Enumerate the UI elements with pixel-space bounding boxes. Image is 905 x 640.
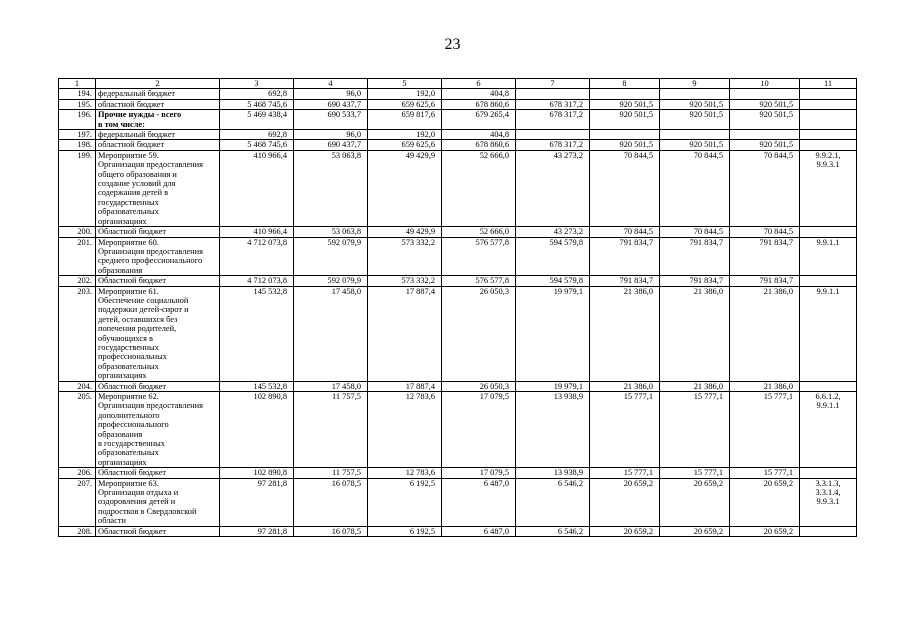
amount-cell: 17 079,5 — [442, 468, 516, 478]
amount-cell — [730, 130, 800, 140]
amount-cell: 659 625,6 — [368, 140, 442, 150]
row-description: Мероприятие 60. Организация предоставления среднего профессионального образования — [96, 237, 220, 276]
amount-cell — [590, 89, 660, 99]
amount-cell: 17 079,5 — [442, 392, 516, 468]
amount-cell: 920 501,5 — [590, 110, 660, 130]
amount-cell: 404,8 — [442, 89, 516, 99]
amount-cell: 16 078,5 — [294, 478, 368, 526]
amount-cell: 791 834,7 — [590, 276, 660, 286]
amount-cell — [660, 130, 730, 140]
row-description: Областной бюджет — [96, 468, 220, 478]
column-header: 9 — [660, 79, 730, 89]
column-header: 2 — [96, 79, 220, 89]
target-indicator-cell — [800, 130, 857, 140]
target-indicator-cell — [800, 89, 857, 99]
amount-cell: 410 966,4 — [220, 150, 294, 226]
amount-cell: 6 546,2 — [516, 478, 590, 526]
amount-cell: 145 532,8 — [220, 381, 294, 391]
amount-cell: 53 063,8 — [294, 227, 368, 237]
amount-cell: 678 317,2 — [516, 140, 590, 150]
row-description: Областной бюджет — [96, 276, 220, 286]
table-row — [59, 478, 857, 526]
row-number: 205. — [59, 392, 96, 468]
amount-cell: 21 386,0 — [590, 381, 660, 391]
column-header: 11 — [800, 79, 857, 89]
amount-cell: 15 777,1 — [660, 392, 730, 468]
row-number: 200. — [59, 227, 96, 237]
amount-cell: 920 501,5 — [730, 99, 800, 109]
amount-cell: 920 501,5 — [590, 140, 660, 150]
amount-cell — [660, 89, 730, 99]
amount-cell: 6 487,0 — [442, 478, 516, 526]
amount-cell: 70 844,5 — [660, 150, 730, 226]
table-row — [59, 276, 857, 286]
column-header: 1 — [59, 79, 96, 89]
amount-cell: 96,0 — [294, 89, 368, 99]
amount-cell: 920 501,5 — [730, 110, 800, 130]
amount-cell: 15 777,1 — [590, 392, 660, 468]
amount-cell: 920 501,5 — [660, 99, 730, 109]
amount-cell: 920 501,5 — [660, 140, 730, 150]
row-number: 203. — [59, 286, 96, 381]
amount-cell: 17 458,0 — [294, 381, 368, 391]
row-number: 204. — [59, 381, 96, 391]
row-number: 194. — [59, 89, 96, 99]
amount-cell: 26 050,3 — [442, 381, 516, 391]
amount-cell: 17 887,4 — [368, 381, 442, 391]
target-indicator-cell: 9.9.1.1 — [800, 286, 857, 381]
amount-cell: 404,8 — [442, 130, 516, 140]
row-description: Мероприятие 61. Обеспечение социальной поддержки детей-сирот и детей, оставшихся без попечения родителей, обучающихся в государственных профессиональных образовательных организациях — [96, 286, 220, 381]
amount-cell: 678 860,6 — [442, 140, 516, 150]
amount-cell: 573 332,2 — [368, 237, 442, 276]
amount-cell: 20 659,2 — [590, 478, 660, 526]
row-description: Мероприятие 62. Организация предоставления дополнительного профессионального образования в государственных образовательных организациях — [96, 392, 220, 468]
column-header: 6 — [442, 79, 516, 89]
amount-cell: 192,0 — [368, 130, 442, 140]
target-indicator-cell — [800, 526, 857, 536]
amount-cell: 6 546,2 — [516, 526, 590, 536]
amount-cell: 70 844,5 — [660, 227, 730, 237]
amount-cell: 5 468 745,6 — [220, 140, 294, 150]
amount-cell: 26 050,3 — [442, 286, 516, 381]
amount-cell: 6 487,0 — [442, 526, 516, 536]
amount-cell: 192,0 — [368, 89, 442, 99]
table-row — [59, 526, 857, 536]
target-indicator-cell — [800, 381, 857, 391]
amount-cell: 21 386,0 — [730, 381, 800, 391]
table-row — [59, 286, 857, 381]
amount-cell: 49 429,9 — [368, 150, 442, 226]
page-number: 23 — [444, 36, 461, 53]
table-row — [59, 110, 857, 130]
target-indicator-cell: 9.9.1.1 — [800, 237, 857, 276]
row-number: 208. — [59, 526, 96, 536]
amount-cell: 17 458,0 — [294, 286, 368, 381]
amount-cell: 576 577,8 — [442, 237, 516, 276]
amount-cell — [516, 130, 590, 140]
amount-cell: 53 063,8 — [294, 150, 368, 226]
row-description: Мероприятие 59. Организация предоставления общего образования и создание условий для содержания детей в государственных образовательных организациях — [96, 150, 220, 226]
amount-cell: 592 079,9 — [294, 237, 368, 276]
amount-cell: 920 501,5 — [660, 110, 730, 130]
amount-cell: 920 501,5 — [590, 99, 660, 109]
amount-cell: 659 625,6 — [368, 99, 442, 109]
row-description: Областной бюджет — [96, 381, 220, 391]
amount-cell: 6 192,5 — [368, 478, 442, 526]
column-header: 4 — [294, 79, 368, 89]
amount-cell: 20 659,2 — [660, 478, 730, 526]
table-row — [59, 468, 857, 478]
amount-cell: 791 834,7 — [660, 276, 730, 286]
table-row — [59, 150, 857, 226]
row-description: федеральный бюджет — [96, 130, 220, 140]
column-header: 5 — [368, 79, 442, 89]
row-description: областной бюджет — [96, 99, 220, 109]
target-indicator-cell: 9.9.2.1, 9.9.3.1 — [800, 150, 857, 226]
amount-cell: 43 273,2 — [516, 227, 590, 237]
amount-cell: 97 281,8 — [220, 526, 294, 536]
amount-cell: 21 386,0 — [730, 286, 800, 381]
amount-cell: 20 659,2 — [730, 478, 800, 526]
amount-cell: 678 317,2 — [516, 110, 590, 130]
table-row — [59, 227, 857, 237]
amount-cell: 12 783,6 — [368, 468, 442, 478]
row-number: 202. — [59, 276, 96, 286]
table-row — [59, 381, 857, 391]
amount-cell: 21 386,0 — [590, 286, 660, 381]
amount-cell: 690 533,7 — [294, 110, 368, 130]
row-description: Областной бюджет — [96, 227, 220, 237]
amount-cell: 594 579,8 — [516, 237, 590, 276]
target-indicator-cell — [800, 276, 857, 286]
column-number-header-row — [59, 79, 857, 89]
amount-cell: 920 501,5 — [730, 140, 800, 150]
amount-cell: 15 777,1 — [730, 468, 800, 478]
amount-cell: 13 938,9 — [516, 392, 590, 468]
amount-cell: 96,0 — [294, 130, 368, 140]
row-number: 207. — [59, 478, 96, 526]
amount-cell: 659 817,6 — [368, 110, 442, 130]
table-row — [59, 140, 857, 150]
amount-cell: 19 979,1 — [516, 286, 590, 381]
target-indicator-cell — [800, 468, 857, 478]
amount-cell: 102 890,8 — [220, 392, 294, 468]
amount-cell: 690 437,7 — [294, 99, 368, 109]
amount-cell: 594 579,8 — [516, 276, 590, 286]
target-indicator-cell: 3.3.1.3, 3.3.1.4, 9.9.3.1 — [800, 478, 857, 526]
row-description: областной бюджет — [96, 140, 220, 150]
column-header: 8 — [590, 79, 660, 89]
amount-cell: 20 659,2 — [590, 526, 660, 536]
amount-cell: 52 666,0 — [442, 227, 516, 237]
amount-cell: 11 757,5 — [294, 468, 368, 478]
amount-cell: 70 844,5 — [730, 150, 800, 226]
table-row — [59, 99, 857, 109]
amount-cell: 791 834,7 — [590, 237, 660, 276]
budget-table-body — [59, 79, 857, 537]
table-row — [59, 130, 857, 140]
amount-cell — [730, 89, 800, 99]
row-description: Мероприятие 63. Организация отдыха и оздоровления детей и подростков в Свердловской области — [96, 478, 220, 526]
amount-cell: 4 712 073,8 — [220, 276, 294, 286]
target-indicator-cell — [800, 110, 857, 130]
amount-cell: 15 777,1 — [730, 392, 800, 468]
table-row — [59, 392, 857, 468]
target-indicator-cell: 6.6.1.2, 9.9.1.1 — [800, 392, 857, 468]
amount-cell: 678 317,2 — [516, 99, 590, 109]
row-description: Областной бюджет — [96, 526, 220, 536]
amount-cell: 15 777,1 — [660, 468, 730, 478]
amount-cell: 70 844,5 — [590, 227, 660, 237]
row-number: 199. — [59, 150, 96, 226]
amount-cell: 678 860,6 — [442, 99, 516, 109]
amount-cell: 11 757,5 — [294, 392, 368, 468]
row-number: 198. — [59, 140, 96, 150]
table-row — [59, 89, 857, 99]
amount-cell: 19 979,1 — [516, 381, 590, 391]
amount-cell: 145 532,8 — [220, 286, 294, 381]
amount-cell: 690 437,7 — [294, 140, 368, 150]
target-indicator-cell — [800, 140, 857, 150]
amount-cell: 12 783,6 — [368, 392, 442, 468]
target-indicator-cell — [800, 99, 857, 109]
amount-cell: 410 966,4 — [220, 227, 294, 237]
amount-cell: 791 834,7 — [730, 276, 800, 286]
row-number: 206. — [59, 468, 96, 478]
amount-cell: 15 777,1 — [590, 468, 660, 478]
amount-cell: 573 332,2 — [368, 276, 442, 286]
row-number: 195. — [59, 99, 96, 109]
amount-cell: 49 429,9 — [368, 227, 442, 237]
amount-cell — [590, 130, 660, 140]
amount-cell — [516, 89, 590, 99]
column-header: 3 — [220, 79, 294, 89]
target-indicator-cell — [800, 227, 857, 237]
amount-cell: 5 468 745,6 — [220, 99, 294, 109]
amount-cell: 43 273,2 — [516, 150, 590, 226]
amount-cell: 692,8 — [220, 130, 294, 140]
amount-cell: 6 192,5 — [368, 526, 442, 536]
amount-cell: 5 469 438,4 — [220, 110, 294, 130]
amount-cell: 17 887,4 — [368, 286, 442, 381]
amount-cell: 102 890,8 — [220, 468, 294, 478]
amount-cell: 16 078,5 — [294, 526, 368, 536]
row-number: 196. — [59, 110, 96, 130]
amount-cell: 52 666,0 — [442, 150, 516, 226]
amount-cell: 70 844,5 — [730, 227, 800, 237]
budget-table — [58, 78, 857, 537]
amount-cell: 791 834,7 — [660, 237, 730, 276]
amount-cell: 592 079,9 — [294, 276, 368, 286]
amount-cell: 692,8 — [220, 89, 294, 99]
amount-cell: 679 265,4 — [442, 110, 516, 130]
row-number: 201. — [59, 237, 96, 276]
amount-cell: 21 386,0 — [660, 286, 730, 381]
amount-cell: 20 659,2 — [730, 526, 800, 536]
row-description: федеральный бюджет — [96, 89, 220, 99]
amount-cell: 13 938,9 — [516, 468, 590, 478]
amount-cell: 20 659,2 — [660, 526, 730, 536]
amount-cell: 97 281,8 — [220, 478, 294, 526]
row-number: 197. — [59, 130, 96, 140]
column-header: 10 — [730, 79, 800, 89]
column-header: 7 — [516, 79, 590, 89]
amount-cell: 70 844,5 — [590, 150, 660, 226]
amount-cell: 4 712 073,8 — [220, 237, 294, 276]
table-row — [59, 237, 857, 276]
amount-cell: 791 834,7 — [730, 237, 800, 276]
amount-cell: 21 386,0 — [660, 381, 730, 391]
row-description: Прочие нужды - всего в том числе: — [96, 110, 220, 130]
amount-cell: 576 577,8 — [442, 276, 516, 286]
